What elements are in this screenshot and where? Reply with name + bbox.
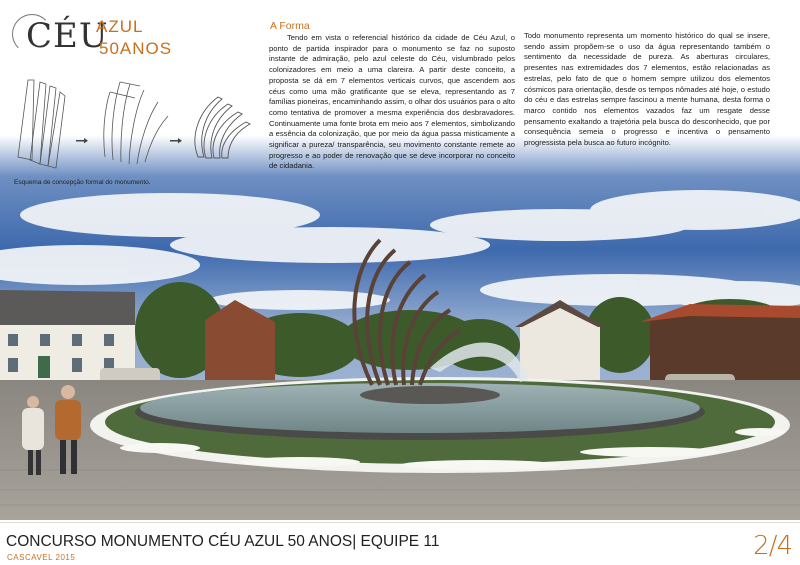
- concept-sketch-3: [195, 97, 250, 158]
- concept-sketch-1: [18, 80, 65, 168]
- diagram-caption: Esquema de concepção formal do monumento.: [14, 179, 151, 186]
- concept-diagram: [10, 72, 260, 172]
- logo: [8, 14, 173, 62]
- arrow-icon: [76, 138, 88, 143]
- footer-title: CONCURSO MONUMENTO CÉU AZUL 50 ANOS| EQUIPE 11: [6, 533, 440, 550]
- text-column-2: Todo monumento representa um momento histórico do qual se insere, sendo assim propõem-se o uso da água representando também o sentimento da necessidade de pureza. As aberturas circulares, presentes nas extremidades dos 7 elementos, estão relacionadas as estrelas, pelo fato de que o homem sempre utilizou dos elementos cósmicos para orientação, desde os tempos nômades até hoje, o estudo do céu e das estrelas sempre fascinou a mente humana, desta forma o marco contido nos elementos vazados faz um resgate desse pensamento exaltando a trajetória pela busca do desconhecido, que por consequência semeia o progresso e incentiva o pensamento progressista pela busca ao futuro incógnito.: [524, 31, 770, 148]
- section-heading: A Forma: [270, 20, 310, 32]
- text-column-1: Tendo em vista o referencial histórico da cidade de Céu Azul, o ponto de partida inspirador para o monumento se faz no suposto instante de admiração, pelo azul celeste do Céu, vislumbrado pelos colonizadores em meio a uma clareira. A partir deste conceito, a proposta se dá em 7 elementos verticais curvos, que ascendem aos céus como uma mão gratificante que se eleva, representando as 7 famílias pioneiras, encaminhando assim, o olhar dos usuários para o alto como tentativa de promover a mesma experiência dos desbravadores. Continuamente uma fonte brota em meio aos 7 elementos, simbolizando a essência da colonização, que por meio da água passa misticamente a significar a pureza/ transparência, seu movimento constante remete ao progresso e ao poder de renovação que se deve incorporar no conceito de cidadania.: [269, 33, 515, 171]
- footer-divider: [0, 522, 800, 523]
- page-number: 2/4: [753, 531, 792, 561]
- logo-ceu-text: CÉU: [26, 16, 109, 56]
- footer-subtitle: CASCAVEL 2015: [7, 553, 76, 562]
- arrow-icon: [170, 138, 182, 143]
- logo-anos-text: 50ANOS: [99, 39, 173, 58]
- logo-azul-text: AZUL: [96, 17, 144, 36]
- concept-sketch-2: [104, 82, 168, 164]
